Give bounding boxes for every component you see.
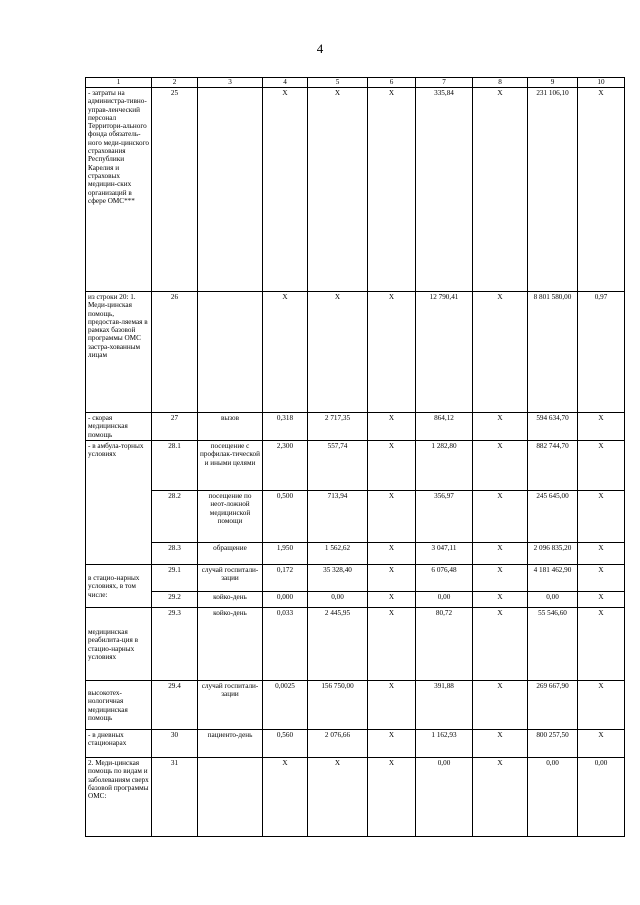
- cell-col6: Х: [368, 441, 416, 491]
- cell-col9: 8 801 580,00: [528, 292, 578, 413]
- cell-col10: Х: [578, 413, 625, 441]
- cell-col7: 80,72: [416, 608, 473, 681]
- header-cell: 7: [416, 78, 473, 88]
- row-unit: койко-день: [198, 592, 263, 608]
- header-cell: 9: [528, 78, 578, 88]
- cell-col5: 557,74: [308, 441, 368, 491]
- table-row: [86, 491, 625, 543]
- row-code: 29.3: [152, 608, 198, 681]
- row-code: 26: [152, 292, 198, 413]
- cell-col5: Х: [308, 88, 368, 292]
- row-code: 28.1: [152, 441, 198, 491]
- row-label: - в дневных стационарах: [86, 730, 152, 758]
- table-row: [86, 608, 625, 681]
- cell-col4: 0,000: [263, 592, 308, 608]
- cell-col9: 231 106,10: [528, 88, 578, 292]
- page-number: 4: [316, 41, 324, 56]
- cell-col9: 0,00: [528, 758, 578, 837]
- cell-col7: 12 790,41: [416, 292, 473, 413]
- cell-col4: Х: [263, 758, 308, 837]
- cell-col5: 713,94: [308, 491, 368, 543]
- row-unit: [198, 758, 263, 837]
- cell-col4: 1,950: [263, 543, 308, 565]
- cell-col6: Х: [368, 758, 416, 837]
- row-unit: случай госпитали-зации: [198, 681, 263, 730]
- header-cell: 8: [473, 78, 528, 88]
- row-code: 28.3: [152, 543, 198, 565]
- cell-col7: 0,00: [416, 592, 473, 608]
- header-row: [86, 78, 625, 88]
- cell-col9: 269 667,90: [528, 681, 578, 730]
- cell-col8: Х: [473, 292, 528, 413]
- cell-col10: Х: [578, 592, 625, 608]
- cell-col10: 0,00: [578, 758, 625, 837]
- table-row: [86, 292, 625, 413]
- row-label: медицинская реабилита-ция в стацио-нарных условиях: [86, 608, 152, 681]
- cell-col7: 1 282,80: [416, 441, 473, 491]
- table-row: [86, 758, 625, 837]
- header-cell: 1: [86, 78, 152, 88]
- row-unit: [198, 292, 263, 413]
- table-row: [86, 441, 625, 491]
- cell-col8: Х: [473, 608, 528, 681]
- row-code: 29.1: [152, 565, 198, 592]
- cell-col6: Х: [368, 592, 416, 608]
- cell-col5: 0,00: [308, 592, 368, 608]
- cell-col5: 1 562,62: [308, 543, 368, 565]
- cell-col4: 0,033: [263, 608, 308, 681]
- row-label: - в амбула-торных условиях: [86, 441, 152, 565]
- cell-col6: Х: [368, 413, 416, 441]
- cell-col6: Х: [368, 292, 416, 413]
- cell-col5: 2 717,35: [308, 413, 368, 441]
- row-unit: посещение по неот-ложной медицинской помощи: [198, 491, 263, 543]
- cell-col5: 2 076,66: [308, 730, 368, 758]
- cell-col4: 0,560: [263, 730, 308, 758]
- table-row: [86, 565, 625, 592]
- table-row: [86, 730, 625, 758]
- cell-col6: Х: [368, 543, 416, 565]
- row-code: 29.2: [152, 592, 198, 608]
- cell-col4: 0,500: [263, 491, 308, 543]
- row-unit: посещение с профилак-тической и иными целями: [198, 441, 263, 491]
- table-row: [86, 413, 625, 441]
- cell-col9: 882 744,70: [528, 441, 578, 491]
- header-cell: 4: [263, 78, 308, 88]
- cell-col7: 3 047,11: [416, 543, 473, 565]
- cell-col10: Х: [578, 491, 625, 543]
- cell-col10: Х: [578, 543, 625, 565]
- cell-col4: 0,0025: [263, 681, 308, 730]
- header-cell: 2: [152, 78, 198, 88]
- cell-col7: 356,97: [416, 491, 473, 543]
- row-label: 2. Меди-цинская помощь по видам и заболеваниям сверх базовой программы ОМС:: [86, 758, 152, 837]
- row-label: высокотех-нологичная медицинская помощь: [86, 681, 152, 730]
- cell-col6: Х: [368, 565, 416, 592]
- cell-col8: Х: [473, 592, 528, 608]
- cell-col9: 594 634,70: [528, 413, 578, 441]
- row-label: - скорая медицинская помощь: [86, 413, 152, 441]
- cell-col5: 35 328,40: [308, 565, 368, 592]
- cell-col4: 0,318: [263, 413, 308, 441]
- row-code: 25: [152, 88, 198, 292]
- header-cell: 10: [578, 78, 625, 88]
- row-code: 30: [152, 730, 198, 758]
- cell-col10: 0,97: [578, 292, 625, 413]
- cell-col7: 335,84: [416, 88, 473, 292]
- cell-col4: 0,172: [263, 565, 308, 592]
- cell-col10: Х: [578, 441, 625, 491]
- row-unit: [198, 88, 263, 292]
- cell-col10: Х: [578, 730, 625, 758]
- cell-col9: 4 181 462,90: [528, 565, 578, 592]
- cell-col6: Х: [368, 88, 416, 292]
- cell-col5: 156 750,00: [308, 681, 368, 730]
- row-unit: обращение: [198, 543, 263, 565]
- cell-col8: Х: [473, 543, 528, 565]
- cell-col8: Х: [473, 491, 528, 543]
- row-label: - затраты на администра-тивно-управ-ленческий персонал Территори-ального фонда обязатель-ного меди-цинского страхования Республики Карелия и страховых медицин-ских организаций в сфере ОМС***: [86, 88, 152, 292]
- cell-col8: Х: [473, 88, 528, 292]
- cell-col5: Х: [308, 758, 368, 837]
- cell-col7: 391,88: [416, 681, 473, 730]
- row-code: 31: [152, 758, 198, 837]
- cell-col8: Х: [473, 441, 528, 491]
- cell-col5: 2 445,95: [308, 608, 368, 681]
- row-label: из строки 20: 1. Меди-цинская помощь, предостав-ляемая в рамках базовой программы ОМС застра-хованным лицам: [86, 292, 152, 413]
- header-cell: 3: [198, 78, 263, 88]
- row-code: 29.4: [152, 681, 198, 730]
- cell-col7: 864,12: [416, 413, 473, 441]
- table-row: [86, 88, 625, 292]
- row-code: 27: [152, 413, 198, 441]
- cell-col6: Х: [368, 681, 416, 730]
- cell-col8: Х: [473, 681, 528, 730]
- cell-col7: 1 162,93: [416, 730, 473, 758]
- cell-col6: Х: [368, 491, 416, 543]
- row-label: в стацио-нарных условиях, в том числе:: [86, 565, 152, 608]
- cell-col8: Х: [473, 758, 528, 837]
- table-row: [86, 681, 625, 730]
- cell-col9: 55 546,60: [528, 608, 578, 681]
- row-code: 28.2: [152, 491, 198, 543]
- cell-col8: Х: [473, 413, 528, 441]
- header-cell: 5: [308, 78, 368, 88]
- table-row: [86, 543, 625, 565]
- cell-col6: Х: [368, 608, 416, 681]
- cell-col9: 2 096 835,20: [528, 543, 578, 565]
- row-unit: койко-день: [198, 608, 263, 681]
- cell-col4: Х: [263, 292, 308, 413]
- cell-col10: Х: [578, 565, 625, 592]
- cell-col4: 2,300: [263, 441, 308, 491]
- table-row: [86, 592, 625, 608]
- row-unit: случай госпитали-зации: [198, 565, 263, 592]
- cell-col9: 800 257,50: [528, 730, 578, 758]
- cell-col8: Х: [473, 565, 528, 592]
- cell-col4: Х: [263, 88, 308, 292]
- cell-col10: Х: [578, 88, 625, 292]
- cell-col10: Х: [578, 608, 625, 681]
- row-unit: вызов: [198, 413, 263, 441]
- cell-col5: Х: [308, 292, 368, 413]
- cell-col10: Х: [578, 681, 625, 730]
- cell-col7: 6 076,48: [416, 565, 473, 592]
- row-unit: пациенто-день: [198, 730, 263, 758]
- cell-col8: Х: [473, 730, 528, 758]
- cell-col9: 245 645,00: [528, 491, 578, 543]
- header-cell: 6: [368, 78, 416, 88]
- cell-col9: 0,00: [528, 592, 578, 608]
- data-table: [85, 77, 625, 837]
- cell-col6: Х: [368, 730, 416, 758]
- cell-col7: 0,00: [416, 758, 473, 837]
